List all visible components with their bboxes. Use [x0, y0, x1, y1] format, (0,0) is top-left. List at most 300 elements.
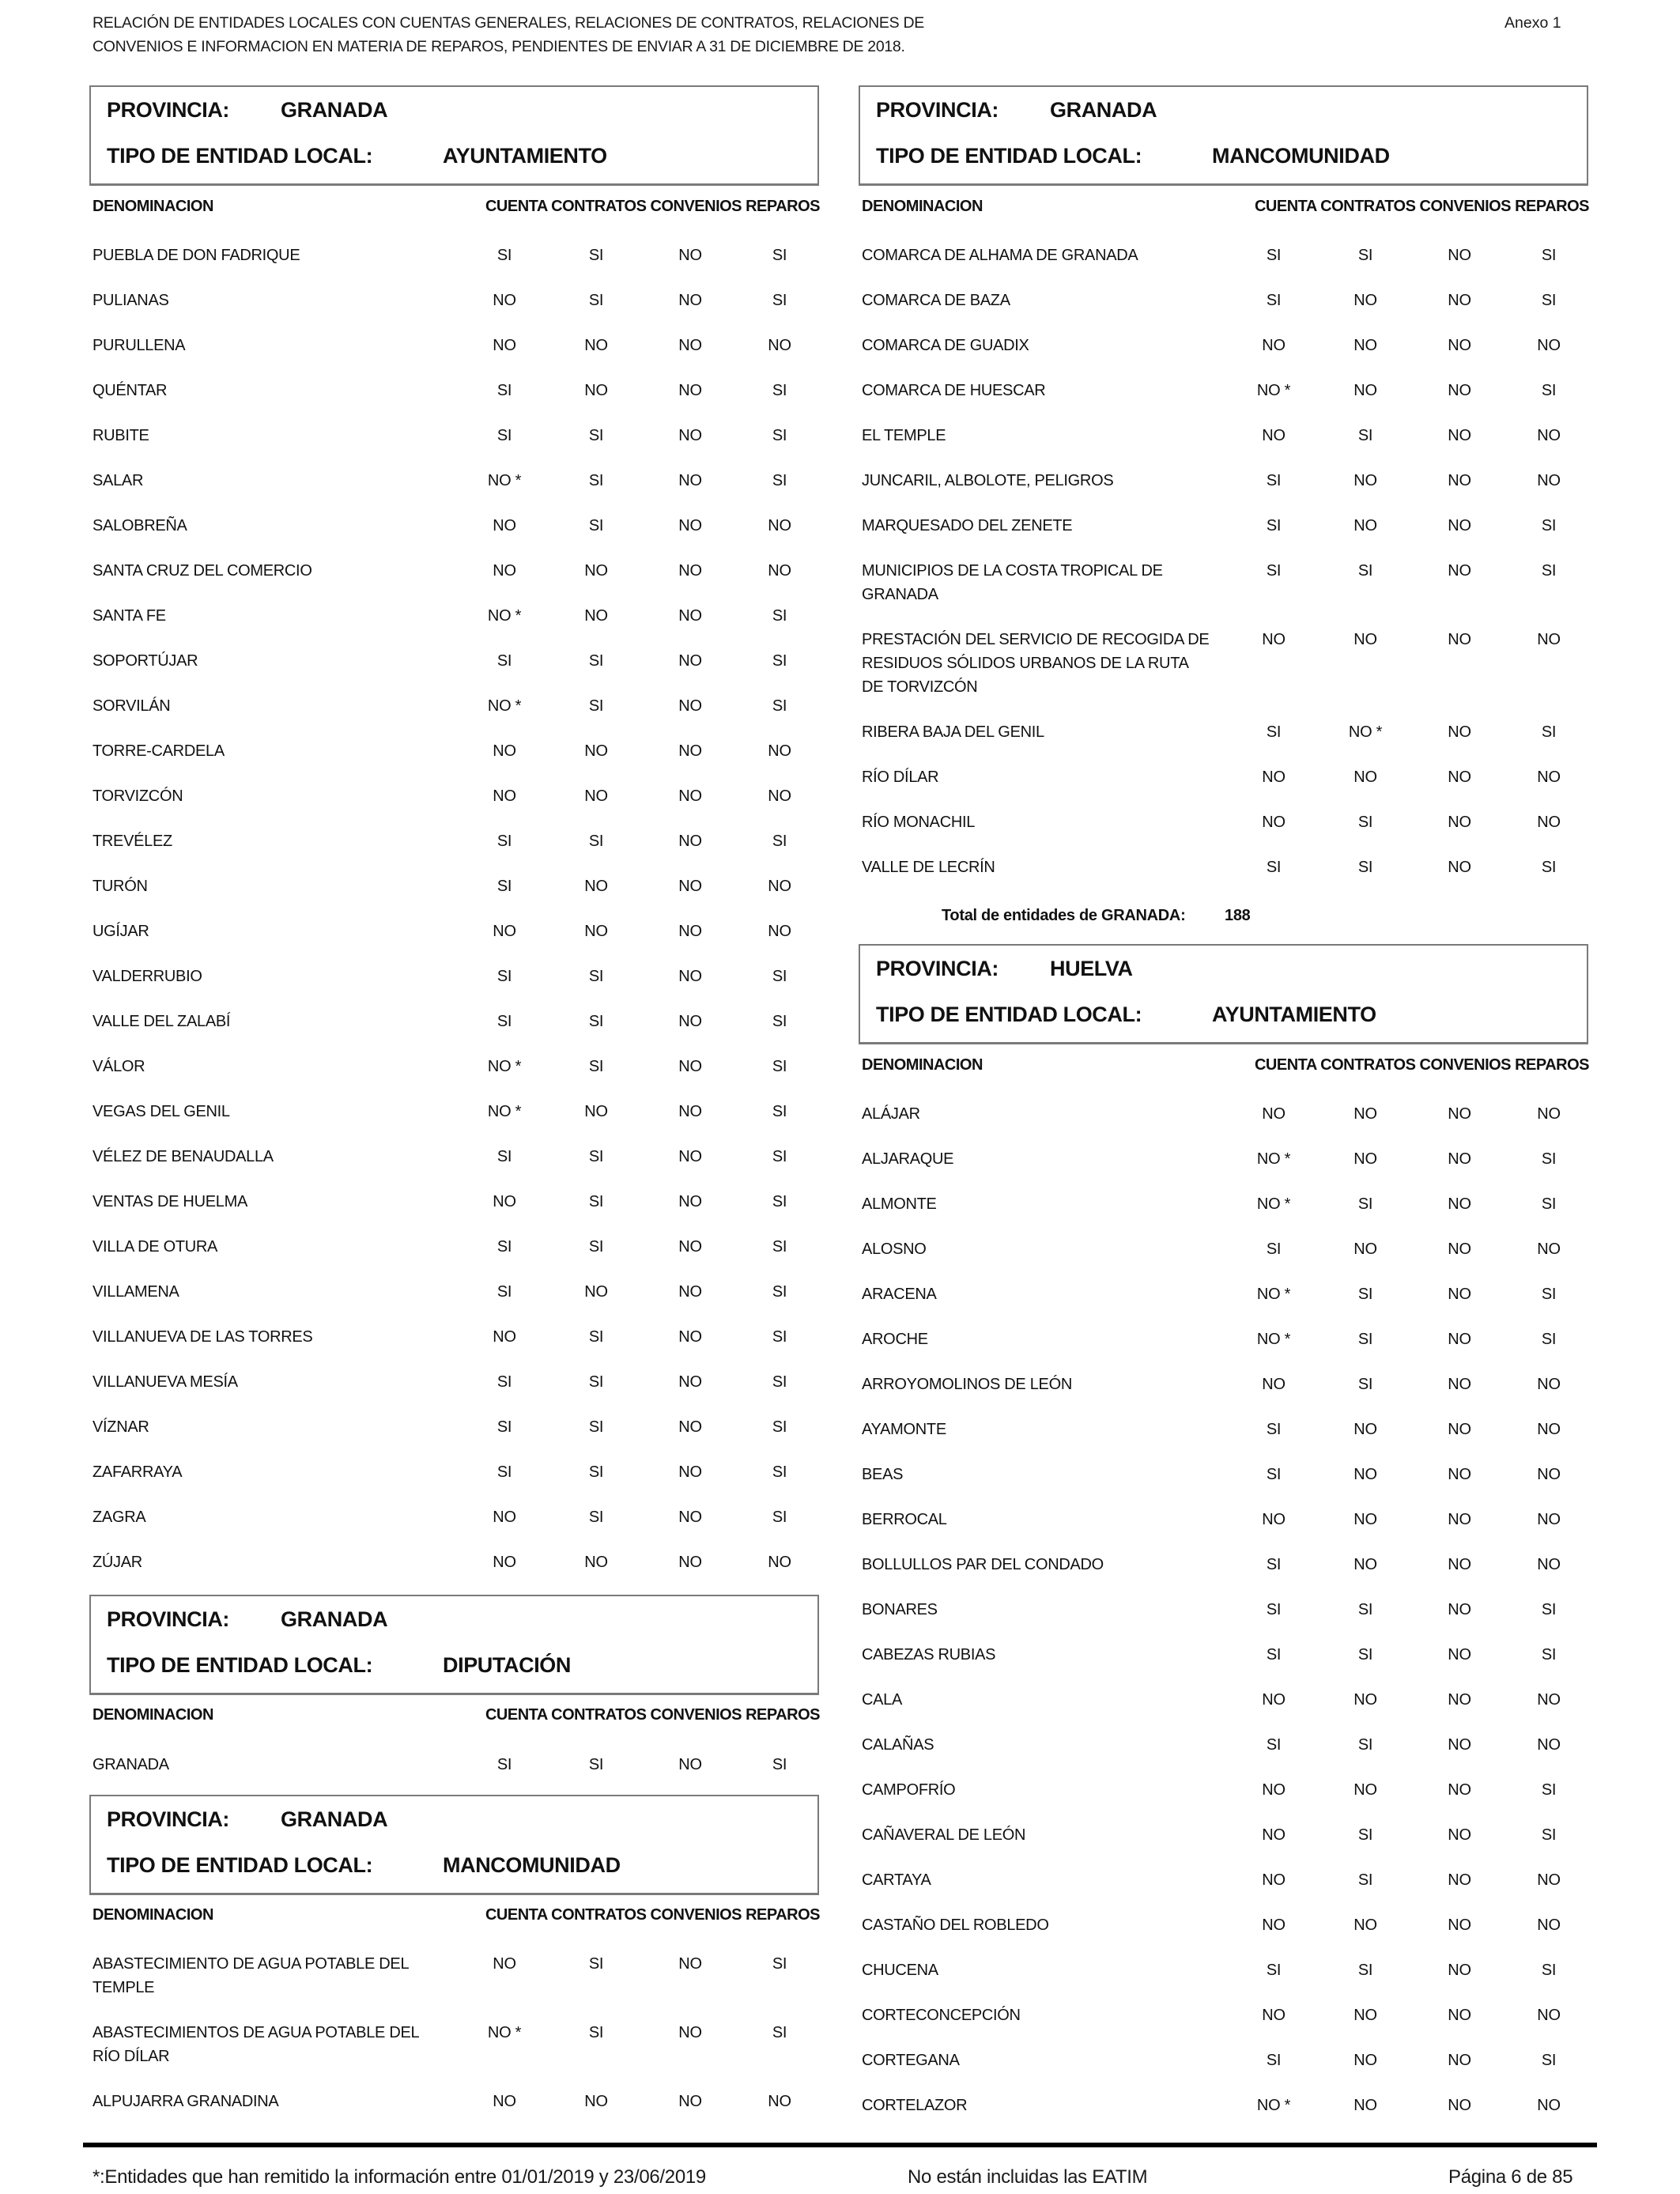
contratos-value: SI: [588, 427, 604, 444]
convenios-value: NO: [1448, 247, 1471, 264]
cuenta-value: SI: [496, 652, 512, 670]
entity-name: BONARES: [862, 1601, 938, 1618]
entity-name: CHUCENA: [862, 1962, 938, 1979]
page-number: Página 6 de 85: [1448, 2166, 1573, 2188]
cuenta-value: SI: [1266, 247, 1282, 264]
entity-name: SOPORTÚJAR: [92, 652, 198, 670]
contratos-value: NO: [584, 607, 608, 625]
contratos-value: SI: [1357, 1736, 1373, 1754]
contratos-value: SI: [588, 472, 604, 489]
cuenta-value: SI: [1266, 1466, 1282, 1483]
entity-name: CARTAYA: [862, 1871, 931, 1889]
convenios-value: NO: [678, 2093, 702, 2110]
provincia-value: GRANADA: [281, 1807, 388, 1831]
convenios-value: NO: [1448, 517, 1471, 534]
entity-name: AYAMONTE: [862, 1421, 946, 1438]
entity-name: CAÑAVERAL DE LEÓN: [862, 1826, 1026, 1844]
tipo-value: DIPUTACIÓN: [443, 1653, 571, 1677]
contratos-value: NO: [1353, 1150, 1377, 1168]
contratos-value: NO: [1353, 292, 1377, 309]
cuenta-value: NO *: [1256, 382, 1291, 399]
column-headers: [92, 198, 820, 221]
reparos-value: SI: [772, 1193, 787, 1210]
convenios-value: NO: [1448, 562, 1471, 580]
convenios-value: NO: [678, 787, 702, 805]
reparos-value: NO: [1537, 1916, 1561, 1934]
reparos-value: SI: [772, 697, 787, 715]
denominacion-header: DENOMINACION: [92, 198, 213, 215]
value-columns-header: CUENTA CONTRATOS CONVENIOS REPAROS: [1254, 1056, 1589, 1074]
contratos-value: SI: [588, 1463, 604, 1481]
entity-name: TORVIZCÓN: [92, 787, 183, 805]
reparos-value: SI: [772, 2024, 787, 2041]
reparos-value: NO: [1537, 2007, 1561, 2024]
cuenta-value: NO: [1262, 2007, 1285, 2024]
reparos-value: NO: [768, 787, 791, 805]
reparos-value: SI: [772, 1418, 787, 1436]
provincia-value: GRANADA: [1050, 98, 1157, 122]
tipo-value: MANCOMUNIDAD: [443, 1853, 621, 1877]
entity-name: VALLE DEL ZALABÍ: [92, 1013, 231, 1030]
contratos-value: SI: [588, 968, 604, 985]
reparos-value: SI: [772, 1148, 787, 1165]
tipo-label: TIPO DE ENTIDAD LOCAL:: [876, 1003, 1142, 1026]
contratos-value: NO: [1353, 1781, 1377, 1799]
contratos-value: SI: [1357, 1286, 1373, 1303]
convenios-value: NO: [1448, 427, 1471, 444]
entity-name: VILLAMENA: [92, 1283, 179, 1301]
convenios-value: NO: [1448, 1376, 1471, 1393]
cuenta-value: NO: [1262, 1871, 1285, 1889]
convenios-value: NO: [678, 247, 702, 264]
provincia-label: PROVINCIA:: [107, 98, 230, 122]
cuenta-value: NO *: [1256, 1331, 1291, 1348]
convenios-value: NO: [1448, 2007, 1471, 2024]
contratos-value: NO: [584, 1554, 608, 1571]
entity-name: TREVÉLEZ: [92, 833, 172, 850]
cuenta-value: NO *: [1256, 2097, 1291, 2114]
value-columns-header: CUENTA CONTRATOS CONVENIOS REPAROS: [485, 198, 820, 215]
cuenta-value: NO *: [1256, 1195, 1291, 1213]
entity-name: TORRE-CARDELA: [92, 742, 225, 760]
cuenta-value: NO: [1262, 1105, 1285, 1123]
entity-name: COMARCA DE ALHAMA DE GRANADA: [862, 247, 1138, 264]
contratos-value: NO: [1353, 1421, 1377, 1438]
entity-name: SALAR: [92, 472, 144, 489]
entity-name: ZÚJAR: [92, 1554, 142, 1571]
contratos-value: NO: [584, 787, 608, 805]
cuenta-value: NO: [493, 337, 516, 354]
convenios-value: NO: [678, 517, 702, 534]
contratos-value: NO: [1353, 768, 1377, 786]
entity-name: PRESTACIÓN DEL SERVICIO DE RECOGIDA DE RESIDUOS SÓLIDOS URBANOS DE LA RUTA DE TORVIZCÓN: [862, 631, 1210, 696]
cuenta-value: SI: [496, 878, 512, 895]
reparos-value: NO: [768, 517, 791, 534]
cuenta-value: NO: [493, 1328, 516, 1346]
convenios-value: NO: [678, 1103, 702, 1120]
convenios-value: NO: [1448, 1962, 1471, 1979]
denominacion-header: DENOMINACION: [862, 198, 983, 215]
convenios-value: NO: [1448, 1195, 1471, 1213]
footer-divider: [83, 2143, 1597, 2147]
section-header-box: [89, 1795, 819, 1895]
entity-name: SANTA FE: [92, 607, 166, 625]
cuenta-value: SI: [1266, 517, 1282, 534]
entity-name: MARQUESADO DEL ZENETE: [862, 517, 1073, 534]
reparos-value: SI: [1541, 1826, 1557, 1844]
entity-name: VENTAS DE HUELMA: [92, 1193, 247, 1210]
reparos-value: NO: [1537, 1240, 1561, 1258]
convenios-value: NO: [678, 1013, 702, 1030]
title-line-1: RELACIÓN DE ENTIDADES LOCALES CON CUENTAS GENERALES, RELACIONES DE CONTRATOS, RELACIONES DE: [92, 14, 924, 32]
contratos-value: NO: [1353, 472, 1377, 489]
contratos-value: NO: [1353, 631, 1377, 648]
convenios-value: NO: [678, 1509, 702, 1526]
contratos-value: SI: [1357, 562, 1373, 580]
reparos-value: SI: [1541, 1286, 1557, 1303]
contratos-value: NO: [1353, 1511, 1377, 1528]
reparos-value: NO: [1537, 427, 1561, 444]
convenios-value: NO: [678, 1238, 702, 1256]
reparos-value: NO: [768, 878, 791, 895]
cuenta-value: NO: [493, 1193, 516, 1210]
tipo-value: MANCOMUNIDAD: [1212, 144, 1390, 168]
convenios-value: NO: [1448, 337, 1471, 354]
reparos-value: NO: [1537, 2097, 1561, 2114]
convenios-value: NO: [1448, 382, 1471, 399]
entity-name: PULIANAS: [92, 292, 169, 309]
cuenta-value: SI: [1266, 562, 1282, 580]
entity-name: COMARCA DE BAZA: [862, 292, 1010, 309]
convenios-value: NO: [1448, 1871, 1471, 1889]
convenios-value: NO: [678, 1148, 702, 1165]
entity-name: COMARCA DE GUADIX: [862, 337, 1029, 354]
provincia-label: PROVINCIA:: [107, 1807, 230, 1831]
reparos-value: SI: [772, 1013, 787, 1030]
contratos-value: SI: [588, 1418, 604, 1436]
reparos-value: SI: [1541, 859, 1557, 876]
cuenta-value: SI: [496, 1238, 512, 1256]
contratos-value: NO: [584, 923, 608, 940]
cuenta-value: NO: [1262, 1826, 1285, 1844]
contratos-value: SI: [588, 1238, 604, 1256]
cuenta-value: SI: [1266, 1962, 1282, 1979]
provincia-label: PROVINCIA:: [876, 98, 999, 122]
convenios-value: NO: [678, 292, 702, 309]
entity-name: BERROCAL: [862, 1511, 947, 1528]
tipo-label: TIPO DE ENTIDAD LOCAL:: [107, 1653, 373, 1677]
convenios-value: NO: [678, 833, 702, 850]
entity-name: ALPUJARRA GRANADINA: [92, 2093, 279, 2110]
cuenta-value: NO: [1262, 1511, 1285, 1528]
contratos-value: SI: [1357, 1331, 1373, 1348]
reparos-value: SI: [772, 1373, 787, 1391]
reparos-value: SI: [772, 382, 787, 399]
convenios-value: NO: [1448, 1556, 1471, 1573]
convenios-value: NO: [1448, 1691, 1471, 1709]
entity-name: JUNCARIL, ALBOLOTE, PELIGROS: [862, 472, 1114, 489]
contratos-value: NO: [584, 562, 608, 580]
entity-name: ABASTECIMIENTO DE AGUA POTABLE DEL TEMPLE: [92, 1955, 409, 1996]
entity-name: BOLLULLOS PAR DEL CONDADO: [862, 1556, 1104, 1573]
reparos-value: NO: [1537, 768, 1561, 786]
cuenta-value: SI: [1266, 1646, 1282, 1663]
cuenta-value: SI: [496, 382, 512, 399]
convenios-value: NO: [678, 472, 702, 489]
contratos-value: SI: [1357, 1962, 1373, 1979]
contratos-value: SI: [588, 1373, 604, 1391]
cuenta-value: NO *: [1256, 1150, 1291, 1168]
convenios-value: NO: [678, 382, 702, 399]
cuenta-value: SI: [496, 1013, 512, 1030]
entity-name: ARROYOMOLINOS DE LEÓN: [862, 1376, 1072, 1393]
cuenta-value: NO: [493, 562, 516, 580]
tipo-value: AYUNTAMIENTO: [443, 144, 607, 168]
reparos-value: SI: [1541, 562, 1557, 580]
convenios-value: NO: [1448, 1286, 1471, 1303]
contratos-value: NO *: [1348, 723, 1383, 741]
cuenta-value: SI: [496, 1463, 512, 1481]
contratos-value: SI: [588, 1148, 604, 1165]
contratos-value: NO: [1353, 2007, 1377, 2024]
reparos-value: SI: [772, 472, 787, 489]
reparos-value: NO: [1537, 1556, 1561, 1573]
convenios-value: NO: [1448, 814, 1471, 831]
contratos-value: NO: [1353, 1916, 1377, 1934]
entity-name: VÁLOR: [92, 1058, 145, 1075]
column-headers: [862, 198, 1589, 221]
column-headers: [92, 1706, 820, 1730]
contratos-value: NO: [1353, 1466, 1377, 1483]
reparos-value: SI: [772, 1238, 787, 1256]
reparos-value: SI: [772, 1955, 787, 1973]
contratos-value: NO: [1353, 337, 1377, 354]
reparos-value: SI: [1541, 2052, 1557, 2069]
reparos-value: SI: [772, 247, 787, 264]
convenios-value: NO: [1448, 1736, 1471, 1754]
contratos-value: SI: [588, 292, 604, 309]
convenios-value: NO: [1448, 1421, 1471, 1438]
entity-name: EL TEMPLE: [862, 427, 946, 444]
cuenta-value: NO *: [487, 472, 522, 489]
contratos-value: NO: [584, 2093, 608, 2110]
cuenta-value: NO *: [487, 697, 522, 715]
convenios-value: NO: [1448, 1466, 1471, 1483]
cuenta-value: NO *: [487, 607, 522, 625]
entity-name: QUÉNTAR: [92, 382, 168, 399]
column-headers: [862, 1056, 1589, 1080]
reparos-value: NO: [1537, 1421, 1561, 1438]
convenios-value: NO: [678, 1955, 702, 1973]
cuenta-value: SI: [496, 1756, 512, 1773]
entity-name: PUEBLA DE DON FADRIQUE: [92, 247, 300, 264]
cuenta-value: NO: [1262, 1781, 1285, 1799]
entity-name: RIBERA BAJA DEL GENIL: [862, 723, 1044, 741]
cuenta-value: NO: [493, 517, 516, 534]
denominacion-header: DENOMINACION: [92, 1706, 213, 1724]
contratos-value: NO: [584, 1283, 608, 1301]
reparos-value: SI: [772, 1283, 787, 1301]
entity-name: ZAFARRAYA: [92, 1463, 183, 1481]
entity-name: ALMONTE: [862, 1195, 937, 1213]
contratos-value: NO: [584, 1103, 608, 1120]
reparos-value: SI: [1541, 1781, 1557, 1799]
entity-name: CORTEGANA: [862, 2052, 960, 2069]
contratos-value: SI: [1357, 427, 1373, 444]
reparos-value: SI: [1541, 723, 1557, 741]
entity-name: VALDERRUBIO: [92, 968, 202, 985]
contratos-value: SI: [588, 2024, 604, 2041]
entity-name: CALA: [862, 1691, 903, 1709]
convenios-value: NO: [1448, 723, 1471, 741]
value-columns-header: CUENTA CONTRATOS CONVENIOS REPAROS: [1254, 198, 1589, 215]
convenios-value: NO: [678, 742, 702, 760]
convenios-value: NO: [678, 562, 702, 580]
convenios-value: NO: [1448, 2097, 1471, 2114]
cuenta-value: SI: [1266, 1556, 1282, 1573]
entity-name: RUBITE: [92, 427, 149, 444]
annex-label: Anexo 1: [1504, 14, 1561, 32]
cuenta-value: NO *: [487, 1058, 522, 1075]
convenios-value: NO: [1448, 292, 1471, 309]
section-header-box: [859, 944, 1588, 1044]
denominacion-header: DENOMINACION: [92, 1906, 213, 1924]
entity-name: ALJARAQUE: [862, 1150, 954, 1168]
contratos-value: NO: [584, 878, 608, 895]
section-header-box: [89, 1595, 819, 1695]
reparos-value: SI: [1541, 1601, 1557, 1618]
contratos-value: SI: [588, 1013, 604, 1030]
contratos-value: NO: [584, 742, 608, 760]
entity-name: ZAGRA: [92, 1509, 146, 1526]
total-value: 188: [1225, 907, 1251, 924]
convenios-value: NO: [1448, 1105, 1471, 1123]
reparos-value: NO: [1537, 1105, 1561, 1123]
entity-name: VÉLEZ DE BENAUDALLA: [92, 1148, 274, 1165]
cuenta-value: NO: [1262, 1916, 1285, 1934]
convenios-value: NO: [1448, 1240, 1471, 1258]
cuenta-value: SI: [496, 247, 512, 264]
contratos-value: NO: [1353, 382, 1377, 399]
cuenta-value: NO *: [1256, 1286, 1291, 1303]
cuenta-value: NO *: [487, 1103, 522, 1120]
reparos-value: SI: [772, 968, 787, 985]
reparos-value: NO: [768, 1554, 791, 1571]
cuenta-value: SI: [496, 427, 512, 444]
contratos-value: NO: [1353, 1556, 1377, 1573]
contratos-value: SI: [1357, 247, 1373, 264]
reparos-value: SI: [772, 427, 787, 444]
entity-name: CABEZAS RUBIAS: [862, 1646, 996, 1663]
contratos-value: SI: [588, 1193, 604, 1210]
entity-name: GRANADA: [92, 1756, 169, 1773]
document-title: [92, 11, 924, 59]
reparos-value: NO: [1537, 1466, 1561, 1483]
reparos-value: NO: [768, 742, 791, 760]
contratos-value: SI: [1357, 1376, 1373, 1393]
reparos-value: SI: [1541, 517, 1557, 534]
convenios-value: NO: [1448, 1646, 1471, 1663]
entity-name: CASTAÑO DEL ROBLEDO: [862, 1916, 1049, 1934]
entity-name: SALOBREÑA: [92, 517, 187, 534]
entity-name: VILLANUEVA DE LAS TORRES: [92, 1328, 313, 1346]
contratos-value: SI: [588, 1756, 604, 1773]
section-header-box: [859, 85, 1588, 186]
contratos-value: SI: [588, 697, 604, 715]
cuenta-value: NO: [493, 923, 516, 940]
convenios-value: NO: [678, 1058, 702, 1075]
entity-name: AROCHE: [862, 1331, 928, 1348]
reparos-value: SI: [1541, 292, 1557, 309]
contratos-value: SI: [1357, 1826, 1373, 1844]
tipo-label: TIPO DE ENTIDAD LOCAL:: [876, 144, 1142, 168]
cuenta-value: NO: [493, 292, 516, 309]
cuenta-value: NO: [1262, 1376, 1285, 1393]
entity-name: BEAS: [862, 1466, 904, 1483]
cuenta-value: SI: [1266, 1421, 1282, 1438]
reparos-value: NO: [1537, 1511, 1561, 1528]
reparos-value: NO: [768, 337, 791, 354]
cuenta-value: SI: [496, 1283, 512, 1301]
reparos-value: SI: [772, 1328, 787, 1346]
contratos-value: NO: [584, 382, 608, 399]
denominacion-header: DENOMINACION: [862, 1056, 983, 1074]
reparos-value: SI: [1541, 1331, 1557, 1348]
cuenta-value: NO: [1262, 631, 1285, 648]
entity-name: TURÓN: [92, 878, 148, 895]
reparos-value: SI: [772, 833, 787, 850]
entity-name: RÍO DÍLAR: [862, 768, 939, 786]
reparos-value: SI: [772, 1103, 787, 1120]
entity-name: PURULLENA: [92, 337, 186, 354]
convenios-value: NO: [678, 337, 702, 354]
section-header-box: [89, 85, 819, 186]
contratos-value: SI: [1357, 1646, 1373, 1663]
cuenta-value: NO: [493, 1509, 516, 1526]
footer-note: *:Entidades que han remitido la información entre 01/01/2019 y 23/06/2019: [92, 2166, 706, 2188]
cuenta-value: NO: [493, 2093, 516, 2110]
reparos-value: SI: [1541, 1962, 1557, 1979]
contratos-value: SI: [1357, 1195, 1373, 1213]
reparos-value: SI: [772, 1756, 787, 1773]
reparos-value: SI: [772, 652, 787, 670]
contratos-value: SI: [588, 833, 604, 850]
entity-name: CAMPOFRÍO: [862, 1781, 956, 1799]
contratos-value: SI: [1357, 859, 1373, 876]
value-columns-header: CUENTA CONTRATOS CONVENIOS REPAROS: [485, 1706, 820, 1724]
contratos-value: SI: [588, 1328, 604, 1346]
entity-name: ARACENA: [862, 1286, 937, 1303]
cuenta-value: NO: [1262, 337, 1285, 354]
cuenta-value: SI: [496, 1373, 512, 1391]
contratos-value: NO: [1353, 1105, 1377, 1123]
contratos-value: SI: [588, 1955, 604, 1973]
entity-name: ALOSNO: [862, 1240, 927, 1258]
convenios-value: NO: [678, 2024, 702, 2041]
convenios-value: NO: [678, 697, 702, 715]
convenios-value: NO: [678, 427, 702, 444]
entity-name: CALAÑAS: [862, 1736, 934, 1754]
cuenta-value: NO: [493, 742, 516, 760]
entity-name: VILLA DE OTURA: [92, 1238, 218, 1256]
contratos-value: SI: [1357, 1871, 1373, 1889]
convenios-value: NO: [1448, 1916, 1471, 1934]
cuenta-value: SI: [496, 968, 512, 985]
provincia-label: PROVINCIA:: [876, 957, 999, 980]
contratos-value: SI: [588, 1509, 604, 1526]
provincia-value: GRANADA: [281, 1607, 388, 1631]
reparos-value: SI: [1541, 382, 1557, 399]
